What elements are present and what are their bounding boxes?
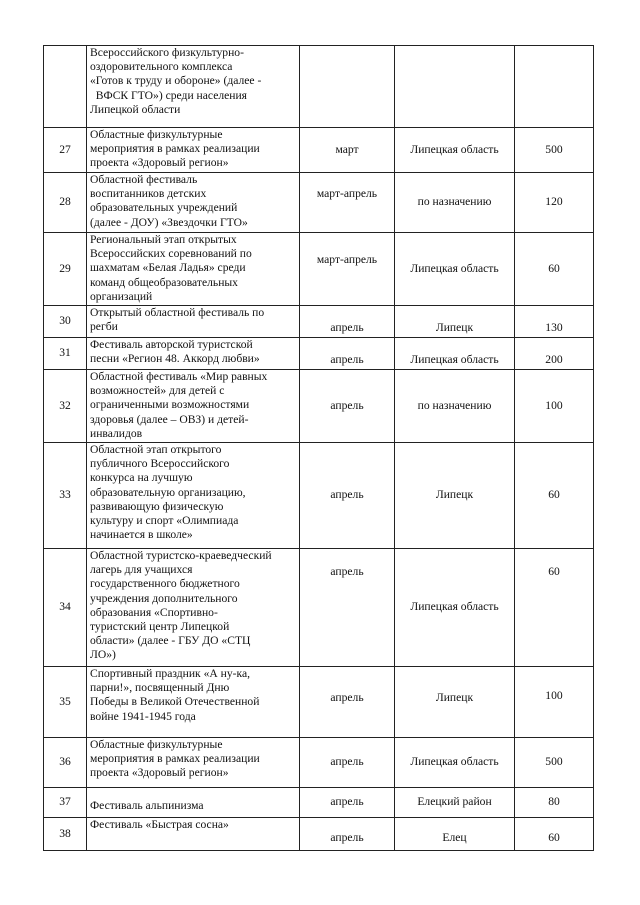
row-number: 29 <box>44 233 87 306</box>
table-row <box>44 128 594 173</box>
event-name: Областные физкультурные мероприятия в рамках реализации проекта «Здоровый регион» <box>87 738 300 788</box>
row-number: 37 <box>44 788 87 818</box>
event-place: Липецкая область <box>395 338 515 370</box>
table-row <box>44 818 594 851</box>
table-row <box>44 738 594 788</box>
event-count: 80 <box>515 788 594 818</box>
table-row <box>44 233 594 306</box>
table-row <box>44 306 594 338</box>
event-count: 100 <box>515 667 594 738</box>
event-date: апрель <box>300 306 395 338</box>
row-number <box>44 46 87 128</box>
event-name: Открытый областной фестиваль по регби <box>87 306 300 338</box>
event-place: Липецк <box>395 667 515 738</box>
event-date: март-апрель <box>300 173 395 233</box>
event-count: 500 <box>515 128 594 173</box>
event-place: Елецкий район <box>395 788 515 818</box>
event-name: Областной этап открытого публичного Всероссийского конкурса на лучшую образовательную организацию, развивающую физическую культуру и спорт «Олимпиада начинается в школе» <box>87 443 300 549</box>
event-count <box>515 46 594 128</box>
row-number: 31 <box>44 338 87 370</box>
event-date <box>300 46 395 128</box>
event-date: апрель <box>300 443 395 549</box>
event-count: 120 <box>515 173 594 233</box>
event-date: март <box>300 128 395 173</box>
event-name: Областной фестиваль «Мир равных возможностей» для детей с ограниченными возможностями здоровья (далее – ОВЗ) и детей- инвалидов <box>87 370 300 443</box>
event-place: Липецк <box>395 306 515 338</box>
table-row <box>44 173 594 233</box>
row-number: 34 <box>44 549 87 667</box>
row-number: 28 <box>44 173 87 233</box>
event-place: по назначению <box>395 173 515 233</box>
event-count: 60 <box>515 818 594 851</box>
event-date: апрель <box>300 370 395 443</box>
event-count: 130 <box>515 306 594 338</box>
event-place: Липецк <box>395 443 515 549</box>
event-name: Фестиваль альпинизма <box>87 788 300 818</box>
table-row <box>44 549 594 667</box>
row-number: 30 <box>44 306 87 338</box>
row-number: 36 <box>44 738 87 788</box>
table-row <box>44 338 594 370</box>
event-name: Областные физкультурные мероприятия в рамках реализации проекта «Здоровый регион» <box>87 128 300 173</box>
event-date: апрель <box>300 667 395 738</box>
event-date: апрель <box>300 738 395 788</box>
event-name: Фестиваль «Быстрая сосна» <box>87 818 300 851</box>
row-number: 38 <box>44 818 87 851</box>
event-name: Спортивный праздник «А ну-ка, парни!», посвященный Дню Победы в Великой Отечественной войне 1941-1945 года <box>87 667 300 738</box>
event-count: 200 <box>515 338 594 370</box>
event-date: апрель <box>300 818 395 851</box>
event-name: Областной фестиваль воспитанников детских образовательных учреждений (далее - ДОУ) «Звездочки ГТО» <box>87 173 300 233</box>
events-table <box>43 45 594 851</box>
table-row <box>44 370 594 443</box>
event-name: Областной туристско-краеведческий лагерь для учащихся государственного бюджетного учреждения дополнительного образования «Спортивно- туристский центр Липецкой области» (далее - ГБУ ДО «СТЦ ЛО») <box>87 549 300 667</box>
event-name: Региональный этап открытых Всероссийских соревнований по шахматам «Белая Ладья» среди команд общеобразовательных организаций <box>87 233 300 306</box>
event-count: 100 <box>515 370 594 443</box>
row-number: 32 <box>44 370 87 443</box>
event-count: 60 <box>515 549 594 667</box>
row-number: 27 <box>44 128 87 173</box>
row-number: 35 <box>44 667 87 738</box>
event-name: Фестиваль авторской туристской песни «Регион 48. Аккорд любви» <box>87 338 300 370</box>
table-row <box>44 788 594 818</box>
event-date: март-апрель <box>300 233 395 306</box>
event-date: апрель <box>300 338 395 370</box>
event-place: Липецкая область <box>395 233 515 306</box>
event-place <box>395 46 515 128</box>
event-name: Всероссийского физкультурно- оздоровительного комплекса «Готов к труду и обороне» (далее - ВФСК ГТО») среди населения Липецкой области <box>87 46 300 128</box>
event-count: 500 <box>515 738 594 788</box>
event-place: Липецкая область <box>395 128 515 173</box>
table-row <box>44 46 594 128</box>
event-count: 60 <box>515 443 594 549</box>
event-place: Елец <box>395 818 515 851</box>
row-number: 33 <box>44 443 87 549</box>
event-place: Липецкая область <box>395 738 515 788</box>
event-date: апрель <box>300 788 395 818</box>
table-row <box>44 667 594 738</box>
event-place: по назначению <box>395 370 515 443</box>
event-date: апрель <box>300 549 395 667</box>
event-place: Липецкая область <box>395 549 515 667</box>
event-count: 60 <box>515 233 594 306</box>
table-row <box>44 443 594 549</box>
